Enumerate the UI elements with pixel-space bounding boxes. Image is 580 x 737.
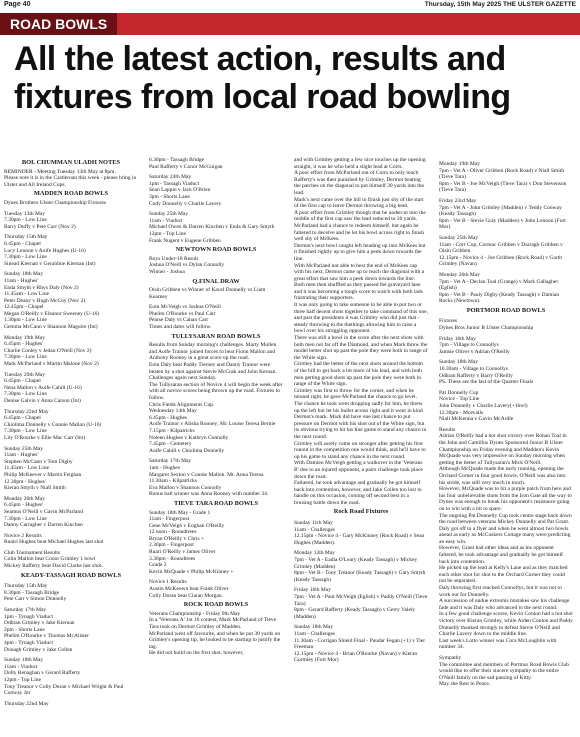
column-paragraph: McParland went off favourite, and when he put 30 yards on Grimley's opening tip, he looked to be starting to justify the tag. xyxy=(149,630,281,650)
column-paragraph: Mark's next came over the hill to finish just shy of the start of the first cap to leave Dermot throwing a big lead. xyxy=(294,196,424,210)
column-paragraph: 12pm - Top Line xyxy=(4,676,41,683)
column-paragraph: Cody Donnelly v Charlie Lavery xyxy=(149,200,222,207)
column-paragraph: Stephen McCann v Tom Digby xyxy=(4,458,73,465)
column-paragraph: Pete Carr v Simon Donnelly xyxy=(4,596,67,603)
column-paragraph: 11am - Challenges xyxy=(294,630,336,637)
column-paragraph: Saturday 17th May xyxy=(149,458,192,465)
column-paragraph: 1pm - Tynagh Viaduct xyxy=(4,613,54,620)
column-paragraph: Odhran Grimley v Jake Kiernan xyxy=(4,620,75,627)
column-paragraph: Mickey Rafferty beat David Clarke last shot. xyxy=(4,563,103,570)
column-paragraph: Although McQuade made the early running, opening the Orchard Corner in four good bowls, O'Neill was also into his stride, was still very much in touch. xyxy=(439,466,566,486)
column-paragraph: With McParland not able to best the end of McKees cap with his next, Dermot came up to reach the diagonal with a great effort that saw him a peek down towards the line. xyxy=(294,262,425,282)
column-paragraph: Jamsie Oliver v Adrian O'Reilly xyxy=(439,348,510,355)
column-paragraph: 11am - Fingerpost xyxy=(149,516,190,523)
column-paragraph: Aoife Trainor v Alisha Rooney; Mc Louise Teresa Bernie xyxy=(149,421,276,428)
column-paragraph: Pearse Daly vs Cahan Carr xyxy=(149,317,209,324)
column-paragraph: Megan O'Reilly v Eleanor Sweeney (U-16) xyxy=(4,310,100,317)
column-paragraph: 6.45pm - Hughes' xyxy=(4,502,44,509)
column-paragraph: May she Rest in Peace. xyxy=(439,681,491,688)
column-paragraph: 6.45pm - Chapel xyxy=(4,240,41,247)
column-paragraph: John Donnelly v Charlie Lavery(+1bwl) xyxy=(439,403,528,409)
column-paragraph: 7.30pm - Low Line xyxy=(4,254,47,261)
column-paragraph: Lily O'Rourke v Ellie Mac Carr (Int) xyxy=(4,434,86,441)
column-paragraph: McParland had a chance to redeem himself, but again he faltered to deceive and he let his bowl across right to finish well shy of McKees. xyxy=(294,222,424,243)
column-paragraph: Phelim O'Rourke v Thomas McAlister xyxy=(4,633,89,640)
column-paragraph: Times and dates will follow. xyxy=(149,324,212,331)
column-paragraph: 12 noon - Roundtrees xyxy=(149,529,197,536)
column-paragraph: Monday 19th May xyxy=(4,334,45,341)
column-paragraph: Daly got off to a flyer and when he went almost two bowls ahead as early as McCuskers Cottage many were predicting an easy win. xyxy=(439,525,571,545)
column-paragraph: Thursday 22nd May xyxy=(4,700,49,707)
column-paragraph: 6.45pm - Hughes' xyxy=(4,341,44,348)
column-paragraph: 8pm - Vet B - Tony Treanor (Keady Tassagh) v Gary Smyth (Keady Tassagh) xyxy=(294,570,426,583)
article-column-2 xyxy=(149,157,283,735)
section-banner xyxy=(0,13,580,35)
column-paragraph: The committee and members of Portmor Road Bowls Club would like to offer their sincere sympathy to the entire O'Neill family on the sad passing of Kitty. xyxy=(439,661,569,681)
column-paragraph: Gene McVeigh v Eoghan O'Reilly xyxy=(149,522,225,529)
column-paragraph: Frank Nugent v Eugene Gribben xyxy=(149,237,221,244)
column-paragraph: 11am - Hughes' xyxy=(4,277,39,284)
column-paragraph: However, McQuade was to hit a purple patch from here and his four unbelievable shots from the Iron Gate all the way to Dynes was enough to break his opponent's resistance going on to win with a bit to spare. xyxy=(439,486,572,512)
column-paragraph: 2pm - Shorts Lane xyxy=(4,626,45,633)
column-paragraph: 12.30pm - Mcevalls xyxy=(439,409,484,416)
column-paragraph: 3pm - Shorts Lane xyxy=(149,193,190,200)
headline: All the latest action, results and fixtures from local road bowling xyxy=(14,40,511,116)
column-paragraph: Sympathy xyxy=(439,654,462,661)
column-paragraph: 1.30pm - Low Line xyxy=(4,317,47,324)
column-paragraph: Niall McKenna v Gavin McArdle xyxy=(439,416,514,423)
column-paragraph: 8pm - Gerard Rafferty (Keady Tassagh) v Gerry Valely (Madden) xyxy=(294,607,416,620)
column-paragraph: Kieran Smyth v Niall Smith xyxy=(4,485,66,492)
column-paragraph: With Damien McVeigh getting a walkover in the 'Veterans B' due to an injured opponent, a pairs challenge took place down the road. xyxy=(294,460,423,480)
column-paragraph: Veterans Championship - Friday 9th May xyxy=(149,610,241,617)
column-paragraph: 7pm - Vet A - Oliver Gribben (Rock Road) v Niall Smith (Tieve Tara) xyxy=(439,167,565,181)
column-paragraph: Novice 2 Results xyxy=(4,532,42,539)
column-paragraph: 7.30pm - Low Line xyxy=(4,391,47,398)
column-paragraph: 7.30pm - Low Line xyxy=(4,515,47,522)
column-paragraph: Adrian O'Reilly had a hot shot victory over Ronan Toal in the John and Camillus Dynes Sponsored Junior B Ulster Championship on Friday evening and Madden's Kevin McQuade was very impressive on Sunday morning when getting the better of Tullysaran's Mick O'Neill. xyxy=(439,433,567,466)
column-paragraph: Denise Galvin v Anna Carson (Int) xyxy=(4,398,81,404)
column-paragraph: Dermot's next bowl caught left heading up into McKees but it finished rightly up to give him a peek down towards the line. xyxy=(294,242,426,262)
column-paragraph: Results from Sunday morning's challenges. Marty Mullen and Aoife Trainor joined forces to beat Fionn Mallon and Anthony Rooney in a great score up the road. xyxy=(149,342,277,362)
column-paragraph: 1pm - Tassagh Viaduct xyxy=(149,180,200,187)
column-paragraph: 7pm - Vet A - Paul McVeigh (Eglish) v Paddy O'Neill (Tieve Tara) xyxy=(294,594,428,607)
column-paragraph: Saturday 24th May xyxy=(149,174,192,181)
page-number: Page 40 xyxy=(4,1,31,8)
column-paragraph: Sunday 25th May xyxy=(149,211,189,218)
column-paragraph: Margaret Sexton v Connie Mallon. Mt. Anna Teresa xyxy=(149,471,264,478)
column-paragraph: PS. These are the last of the Quarter Finals xyxy=(439,379,534,386)
column-paragraph: Novice - Top Line xyxy=(439,396,480,403)
column-paragraph: Tuesday 20th May xyxy=(4,371,46,378)
column-paragraph: There was still a bowl in the score after the next shots with both men not far off the Diamond, and when Mark threw the model better shot up past the pole they were both in range of the White sign. xyxy=(294,335,428,361)
article-column-4 xyxy=(439,157,573,735)
column-paragraph: Daly throwing first reached Connollys, but it was not to work out for Donnelly. xyxy=(439,585,562,598)
column-paragraph: 11.30am - Corrigan Shield Final - Paudar Fegan (+1) v Tier Freeman xyxy=(294,637,426,651)
column-paragraph: Aoife Cahill v Chiolima Donnelly xyxy=(149,447,225,454)
column-paragraph: Bryan O'Reilly v Chris + xyxy=(149,535,205,542)
column-paragraph: Phelim O'Rourke vs Paul Carr xyxy=(149,310,216,317)
column-paragraph: Wednesday 14th May xyxy=(149,408,197,415)
column-paragraph: 6.45pm - Chapel xyxy=(4,378,41,385)
column-paragraph: Dynes Bros Junior B Ulster Championship xyxy=(439,325,534,332)
column-paragraph: He picked up the lead at Kelly's Lane and as they matched each other shot for shot to the Orchard Corner they could not be separated. xyxy=(439,565,568,585)
column-paragraph: 7pm - Vet A - Declan Toal (Grange) v Mark Gallagher (Eglish) xyxy=(439,278,559,292)
column-paragraph: 7.30pm - Low Line xyxy=(4,217,47,224)
column-paragraph: Thursday 15th May xyxy=(4,583,48,590)
column-paragraph: 10.30am - Village to Connollys xyxy=(439,366,509,373)
column-paragraph: 11.45am - Low Line xyxy=(4,465,50,472)
issue-date: Thursday, 15th May 2025 THE ULSTER GAZETTE xyxy=(424,1,576,8)
column-paragraph: Dolly Renaghan v Gerard Rafferty xyxy=(4,670,81,677)
column-paragraph: The Tullysaran section of Novice 4 will begin the week after with all novice scores being thrown up the road. Fixtures to follow. xyxy=(149,381,283,401)
column-paragraph: Both men then shuffled as they passed the graveyard lane and it was becoming a tough score to watch with both lads frustrating their supporters. xyxy=(294,282,423,302)
column-paragraph: Sunday 11th May xyxy=(294,520,333,527)
column-paragraph: Winner - Joshua xyxy=(149,268,185,275)
column-paragraph: Club Tournament Results xyxy=(4,549,61,556)
column-paragraph: Michael Owen & Darren Kinchen v Enda & Gary Smyth xyxy=(149,224,275,231)
column-paragraph: 6.45pm - Chapel xyxy=(4,415,41,422)
column-paragraph: 2.30pm - Fingerpost xyxy=(149,542,194,549)
column-paragraph: 8.30pm - Tassagh Bridge xyxy=(4,589,60,596)
column-paragraph: A poor effort from Grimley though that he undercut into the middle of the first cap saw the lead reduced to 20 yards. xyxy=(294,209,426,223)
page-header xyxy=(0,0,580,12)
column-paragraph: 12pm - Top Line xyxy=(149,230,186,237)
column-paragraph: Sunday 18th May xyxy=(4,657,44,664)
column-paragraph: Colly Doran beat Ciaran Morgan. xyxy=(149,592,223,599)
column-paragraph: 12.15pm - Novice 4 - Brian O'Rourke (Navan) v Kieran Gormley (Fort Mor) xyxy=(294,650,418,664)
column-paragraph: Joshua O'Neill vs Dylan Connolly xyxy=(149,262,225,269)
column-paragraph: 1am - Hughes xyxy=(149,464,180,471)
column-paragraph: Fathered, he took advantage and gradually he got himself back into contention, however, and Jake Collen too lost to handle on this occasion, coming off second best in a bruising battle down the road. xyxy=(294,480,422,506)
column-paragraph: Nena Mallon v Aoife Cahill (U-16) xyxy=(4,384,82,391)
column-heading: KEADY-TASSAGH ROAD BOWLS xyxy=(20,571,122,579)
column-paragraph: Boys Under-18 Result xyxy=(149,255,199,262)
column-paragraph: Noleen Hughes v Kathryn Connolly xyxy=(149,434,229,441)
column-paragraph: and with Grimley getting a few nice touches up the opening straight, it was he who held a slight lead at Corrs. xyxy=(294,157,426,170)
column-paragraph: Lucy Lennon v Aoife Hughes (U-16) xyxy=(4,247,86,254)
column-paragraph: Grade 2 xyxy=(149,562,167,569)
column-paragraph: Eoin McVeigh vs Joshua O'Neill xyxy=(149,304,221,311)
column-paragraph: Austin McKeown beat Frank Oliver xyxy=(149,586,229,593)
section-label: ROAD BOWLS xyxy=(0,13,117,35)
article-column-1 xyxy=(4,157,138,735)
column-paragraph: In a 'Veterans A' 1st 16 contest, Mark McParland of Tieve Tara took on Dermot Grimley of Madden. xyxy=(149,617,277,630)
column-paragraph: 12.30pm - Hughes' xyxy=(4,478,46,485)
column-paragraph: Results xyxy=(439,426,456,433)
column-paragraph: 7pm - Vet A - John Grimley (Madden) v Teddy Conway (Keady Tassagh) xyxy=(439,204,562,218)
column-paragraph: 7.15pm - Kilpatricks xyxy=(149,427,195,434)
column-paragraph: 7pm - Vet A - Eadia O'Leary (Keady Tassagh) v Mickey Grimley (Madden) xyxy=(294,557,418,570)
column-paragraph: Donagh Grimley v Jake Collen xyxy=(4,646,73,653)
column-paragraph: Grimley had the better of the next shots around the bottom of the hill to get back a bit more of his lead, and with both men getting good shots up past the pole they were both in range of the White sign. xyxy=(294,361,423,388)
column-paragraph: REMINDER - Meeting Tuesday 13th May at 8pm. xyxy=(4,168,116,175)
column-paragraph: 12.15pm - Novice 4 - Joe Gribben (Rock Road) v Garth Grimley (Navan) xyxy=(439,254,562,268)
column-paragraph: 11am - Viaduct xyxy=(4,663,38,670)
column-heading: ROCK ROAD BOWLS xyxy=(183,601,249,609)
column-heading: PORTMOR ROAD BOWLS xyxy=(466,306,546,314)
column-paragraph: 7.30pm - Low Line xyxy=(4,354,47,361)
column-paragraph: In a few good challenge scores, Kevin Conlon had a hot shot victory over Kieran Grimley, while Aiden Conlon and Paddy Donnelly thanked strongly to defeat Stevie O'Neill and Charlie Lavery down to the middle line. xyxy=(439,611,573,638)
column-paragraph: Paul Rafferty v Conor McGuigan xyxy=(149,163,223,170)
column-paragraph: It was only going to take someone to be able to put two or three half decent shots together to take command of this one, and past the presidents it was Grimley who did just that - steady throwing to the thethings allowing him to raise a bowl over his struggling opponent. xyxy=(294,302,428,335)
column-paragraph: Monday 26th May xyxy=(4,495,45,502)
column-paragraph: Ruairi Hughes beat Michael Hughes last shot xyxy=(4,539,104,546)
column-paragraph: Grimley will surely come on stronger after getting his first runout in the competition one would think, and he'll have to up his game to stand any chance in the next round. xyxy=(294,440,426,460)
column-paragraph: Seamus O'Neill v Gavin McParland xyxy=(4,508,83,515)
column-paragraph: 6.30pm - Tassagh Bridge xyxy=(149,157,205,163)
column-heading: Rock Road Fixtures xyxy=(333,508,389,516)
column-paragraph: Colin Mallon beat Conor Grimley 1 bowl xyxy=(4,556,96,563)
column-paragraph: Monday 26th May xyxy=(439,271,480,278)
column-paragraph: Thursday 15th May xyxy=(4,234,48,241)
column-paragraph: A poor effort from McParland out of Corrs to only reach Rafferty's was then punished by Grimley, Dermot beating the patches on the diagonal to put himself 30 yards into the lead. xyxy=(294,170,424,196)
column-paragraph: Friday 16th May xyxy=(294,587,331,594)
column-paragraph: Tuesday 13th May xyxy=(4,210,46,217)
column-paragraph: 7pm - Village to Connollys xyxy=(439,342,499,349)
column-paragraph: Enda Smyth v Rhys Daly (Nov 2) xyxy=(4,284,79,291)
column-paragraph: 12.45pm - Chapel xyxy=(4,304,44,311)
column-paragraph: However, Grant had other ideas and as his opponent faltered, he took advantage and gradually he got himself back into contention. xyxy=(439,545,563,565)
column-paragraph: Please note it is in the Castleroan this week - please bring in Ulster and All Ireland Cups. xyxy=(4,175,137,188)
column-paragraph: Charlie Conley v Jedan O'Neill (Nov 2) xyxy=(4,347,92,354)
column-paragraph: 11.45am - Low Line xyxy=(4,291,50,298)
column-paragraph: Peter Deany v Hugh McCoy (Nov 2) xyxy=(4,297,86,304)
column-paragraph: Sunday 25th May xyxy=(4,445,44,452)
column-heading: TIEVE TARA ROAD BOWLS xyxy=(173,499,259,507)
column-paragraph: 8pm - Vet B - Pauly Digby (Keady Tassagh) v Damian Rocks (Newtown). xyxy=(439,291,560,305)
column-paragraph: 4pm - Tynagh Viaduct xyxy=(4,640,54,646)
column-paragraph: Danny Carragher v Darren Kinchen xyxy=(4,522,83,529)
column-heading: Q.FINAL DRAW xyxy=(192,277,240,285)
column-paragraph: Sunday 18th May xyxy=(294,624,334,631)
column-paragraph: Novice 1 Results xyxy=(149,579,187,586)
column-paragraph: The chance he took went dropping sadly for him, he threw up the left but let his bullet across right and it went in kind Dermot's mark. Mark did have one last chance to put pressure on Dermot with his shot out of the White sign, but its obvious trying to hit his line game to stand any chance in the next round. xyxy=(294,400,427,440)
column-paragraph: Grimley was first to throw for the corner, and when he missed right, he gave McParland the chance to go level. xyxy=(294,387,417,401)
column-paragraph: Chiolima Donnelly v Connie Mallon (U-16) xyxy=(4,421,102,428)
column-paragraph: Kevin McQuade v Philip McKinney + xyxy=(149,568,234,575)
column-paragraph: 8pm - Vet B - Stevie Gray (Madden) v John Lennon (Fort Mor) xyxy=(439,217,566,231)
column-paragraph: Barry Duffy v Pete Carr (Nov 2) xyxy=(4,223,76,230)
column-paragraph: Bonus ball winner was Anna Rooney with number 34. xyxy=(149,491,269,498)
column-paragraph: Eoin Daly beat Paddy Tierney and Danny Trainor were beaten by a shot against Stevie McCusk and John Kernan. xyxy=(149,362,277,375)
column-heading: BOL CHUMMAN ULADH NOTES xyxy=(21,159,121,166)
column-heading: TULLYSARAN ROAD BOWLS xyxy=(171,332,261,340)
article-column-3 xyxy=(294,157,428,735)
column-paragraph: 12.15pm - Novice 4 - Gary McKinney (Rock Road) v Sean Hughes (Madden). xyxy=(294,533,425,546)
column-paragraph: Sunday 18th May xyxy=(439,359,479,366)
column-paragraph: 11am - Corr Cup, Cormac Gribben v Darragh Gribben v Oisin Gribben xyxy=(439,241,563,255)
column-paragraph: A succession of undue extremis mistakes saw his challenge fade and it was Daly who advanced to the next round. xyxy=(439,598,570,611)
column-paragraph: 11am - Challenges xyxy=(294,526,336,533)
column-paragraph: He did not build on the first shot, however, xyxy=(149,650,244,657)
column-paragraph: Thursday 22nd May xyxy=(4,408,49,415)
column-paragraph: 11am - Hughes' xyxy=(4,452,39,459)
column-paragraph: Sunday 18th May - Grade 1 xyxy=(149,509,211,516)
column-paragraph: Mark McParland v Martin Malone (Nov 2) xyxy=(4,361,99,368)
column-paragraph: Saturday 17th May xyxy=(4,607,47,614)
column-paragraph: The ongoing Pat Donnelly Cup took centre stage back down the road between veterans Mickey Donnelly and Pat Grant. xyxy=(439,512,572,526)
column-paragraph: Gemma McCann v Shannon Maguire (Int) xyxy=(4,324,98,331)
column-paragraph: Eva Mallon v Shannon Connolly xyxy=(149,484,222,491)
column-paragraph: Last week's Lotto winner was Cora McLoughlin with number 34. xyxy=(439,637,557,651)
column-paragraph: Sean Lappin v Jack O'Brien xyxy=(149,187,211,194)
column-paragraph: 6.45pm - Hughes xyxy=(149,414,188,421)
column-paragraph: 3.30pm - Roundtrees xyxy=(149,555,196,562)
column-paragraph: Pat Donnelly Cup xyxy=(439,389,479,396)
column-paragraph: Challenges again next Sunday. xyxy=(149,375,217,382)
column-paragraph: Friday 23rd May xyxy=(439,197,477,204)
column-paragraph: 8pm - Vet B - Joe McVeigh (Tieve Tara) v Don Stevenson (Tieve Tara) xyxy=(439,180,567,194)
column-paragraph: Philip McKeever v Martin Feighan xyxy=(4,471,82,478)
column-heading: MADDEN ROAD BOWLS xyxy=(33,190,109,198)
column-paragraph: Monday 19th May xyxy=(439,161,480,167)
column-paragraph: Oisin Gribben vs Winner of Kacel Donnelly vs Liam Kearney xyxy=(149,287,266,300)
column-paragraph: 7.30pm - Low Line xyxy=(4,428,47,435)
column-paragraph: Ruari O'Reilly v James Oliver xyxy=(149,549,216,556)
column-heading: NEWTOWN ROAD BOWLS xyxy=(175,246,257,254)
column-paragraph: Dynes Brothers Ulster Championship Fixtures xyxy=(4,199,107,206)
column-paragraph: Sunday 25th May xyxy=(439,234,479,241)
column-paragraph: Odhran Rafferty v Barry O'Reilly xyxy=(439,372,513,379)
column-paragraph: 11am - Viaduct xyxy=(149,217,183,224)
column-paragraph: Friday 16th May xyxy=(439,335,476,342)
column-paragraph: Chris Fields Alignments Cup xyxy=(149,401,214,408)
column-paragraph: Fixtures xyxy=(439,318,458,325)
column-paragraph: 7.45pm - Cemetery xyxy=(149,441,192,448)
column-paragraph: Monday 12th May xyxy=(294,550,335,557)
column-paragraph: 11.30am - Kilpatricks xyxy=(149,478,197,485)
column-paragraph: Tony Treanor v Colly Doran v Michael Wright & Paul Conway Jnr xyxy=(4,683,124,697)
column-paragraph: Sunday 18th May xyxy=(4,271,44,278)
column-paragraph: Sinead Kiernan v Geraldine Kiernan (Int) xyxy=(4,260,96,267)
